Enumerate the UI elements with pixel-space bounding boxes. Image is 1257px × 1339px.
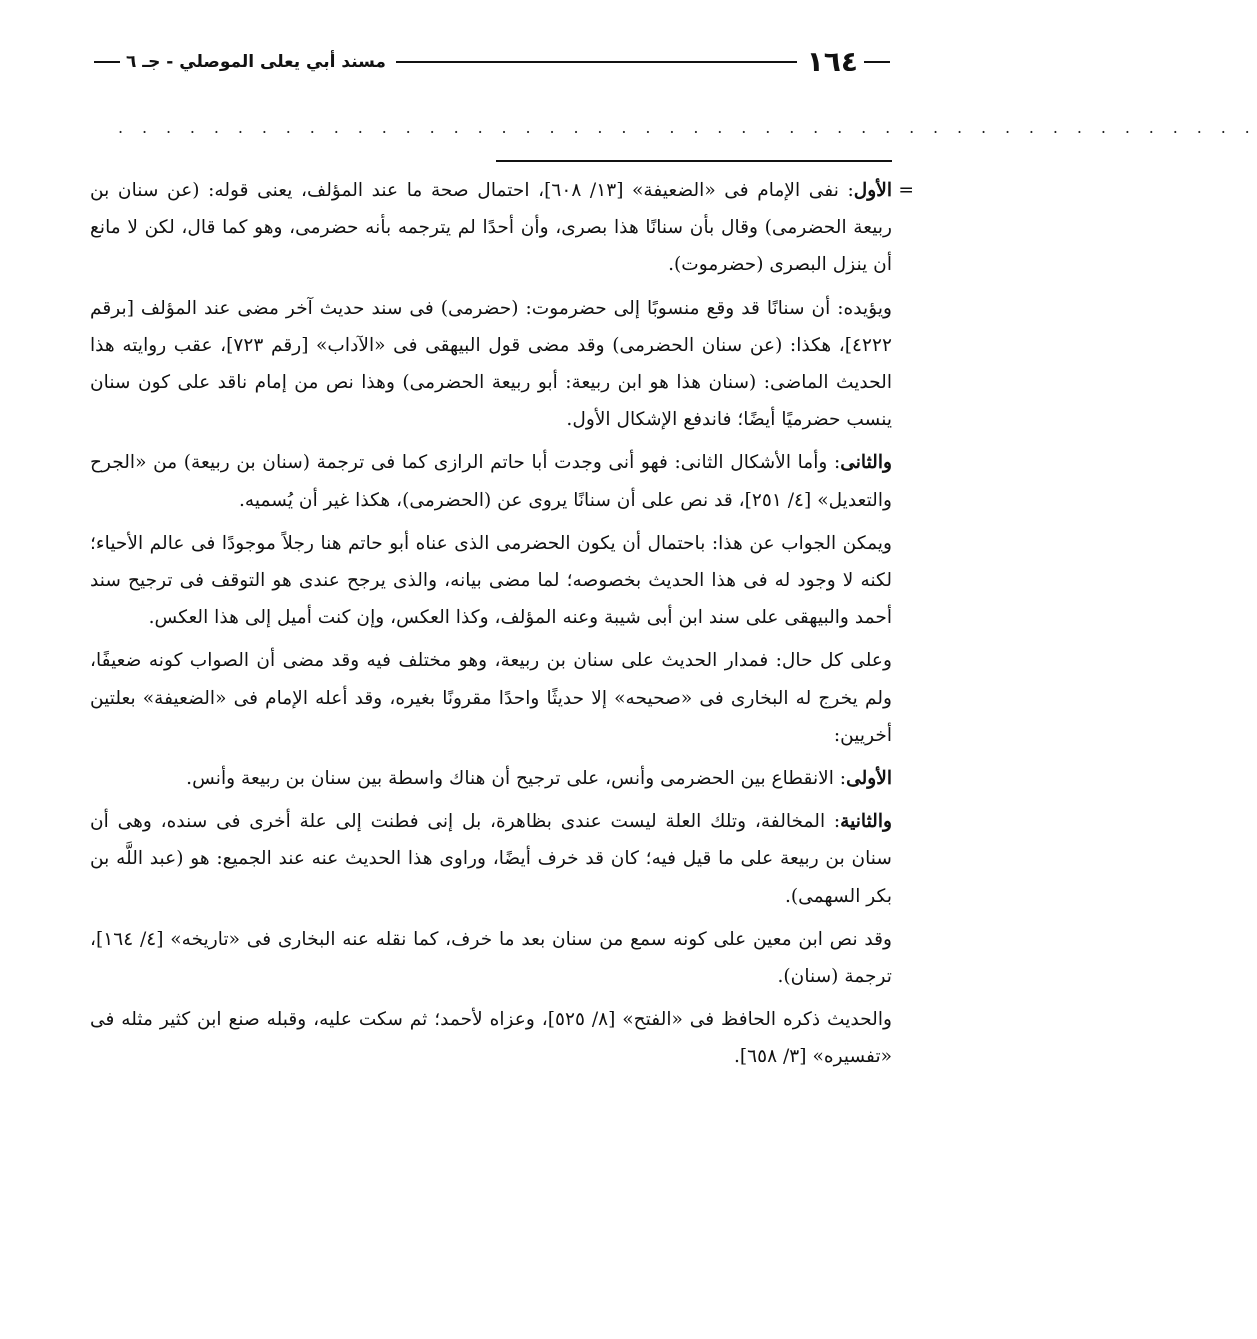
paragraph — [90, 921, 892, 995]
paragraph-text: وعلى كل حال: فمدار الحديث على سنان بن ربيعة، وهو مختلف فيه وقد مضى أن الصواب كونه ضعيفًا، ولم يخرج له البخارى فى «صحيحه» إلا حديثًا واحدًا مقرونًا بغيره، وقد أعله الإمام فى «الضعيفة» بعلتين أخريين: — [90, 650, 892, 746]
running-header — [88, 42, 896, 82]
paragraph-text: : الانقطاع بين الحضرمى وأنس، على ترجيح أن هناك واسطة بين سنان بن ربيعة وأنس. — [186, 768, 847, 790]
paragraph — [90, 444, 892, 518]
header-rule — [396, 61, 797, 63]
paragraph — [90, 803, 892, 915]
header-dash-right — [864, 61, 890, 63]
dotted-separator: . . . . . . . . . . . . . . . . . . . . . . . . . . . . . . . . . . . . . . . . . . . . . . . . — [118, 118, 1257, 137]
paragraph-lead: الأول — [853, 180, 892, 201]
footnote-rule — [496, 160, 892, 162]
paragraph — [90, 1001, 892, 1075]
paragraph-text: والحديث ذكره الحافظ فى «الفتح» [٨/ ٥٢٥]، وعزاه لأحمد؛ ثم سكت عليه، وقبله صنع ابن كثير مثله فى «تفسيره» [٣/ ٦٥٨]. — [90, 1009, 892, 1068]
paragraph-lead: والثانى — [840, 452, 892, 474]
paragraph-text: : المخالفة، وتلك العلة ليست عندى بظاهرة، بل إنى فطنت إلى علة أخرى فى سنده، وهى أن سنان بن ربيعة على ما قيل فيه؛ كان قد خرف أيضًا، وراوى هذا الحديث عنه عند الجميع: هو (عبد اللَّه بن بكر السهمى). — [90, 811, 892, 907]
paragraph-text: ويمكن الجواب عن هذا: باحتمال أن يكون الحضرمى الذى عناه أبو حاتم هنا رجلاً موجودًا فى عالم الأحياء؛ لكنه لا وجود له فى هذا الحديث بخصوصه؛ لما مضى بيانه، والذى يرجح عندى هو التوقف فى ترجيح سند أحمد والبيهقى على سند ابن أبى شيبة وعنه المؤلف، وكذا العكس، وإن كنت أميل إلى هذا العكس. — [90, 532, 892, 629]
paragraph-text: : وأما الأشكال الثانى: فهو أنى وجدت أبا حاتم الرازى كما فى ترجمة (سنان بن ربيعة) من «الجرح والتعديل» [٤/ ٢٥١]، قد نص على أن سنانًا يروى عن (الحضرمى)، هكذا غير أن يُسميه. — [90, 452, 892, 511]
paragraph — [90, 760, 892, 797]
paragraph — [90, 290, 892, 439]
paragraph-first — [90, 172, 892, 284]
header-dash-left — [94, 61, 120, 63]
running-title: مسند أبي يعلى الموصلي - جـ ٦ — [126, 52, 386, 72]
footnote-text — [90, 172, 892, 1082]
paragraph-lead: الأولى — [846, 768, 892, 790]
paragraph-lead: والثانية — [840, 811, 892, 833]
paragraph — [90, 525, 892, 637]
paragraph-text: : نفى الإمام فى «الضعيفة» [١٣/ ٦٠٨]، احتمال صحة ما عند المؤلف، يعنى قوله: (عن سنان بن ربيعة الحضرمى) وقال بأن سنانًا هذا بصرى، وأن أحدًا لم يترجمه بأنه حضرمى، وهو كما قال، لكن لا مانع أن ينزل البصرى (حضرموت). — [90, 180, 892, 276]
paragraph-text: وقد نص ابن معين على كونه سمع من سنان بعد ما خرف، كما نقله عنه البخارى فى «تاريخه» [٤/ ١٦٤]، ترجمة (سنان). — [90, 928, 893, 988]
paragraph — [90, 642, 892, 754]
page-number: ١٦٤ — [806, 45, 858, 78]
paragraph-text: ويؤيده: أن سنانًا قد وقع منسوبًا إلى حضرموت: (حضرمى) فى سند حديث آخر مضى عند المؤلف [برقم ٤٢٢٢]، هكذا: (عن سنان الحضرمى) وقد مضى قول البيهقى فى «الآداب» [رقم ٧٢٣]، عقب روايته هذا الحديث الماضى: (سنان هذا هو ابن ربيعة: أبو ربيعة الحضرمى) وهذا نص من إمام ناقد على كون سنان ينسب حضرميًا أيضًا؛ فاندفع الإشكال الأول. — [90, 297, 892, 431]
